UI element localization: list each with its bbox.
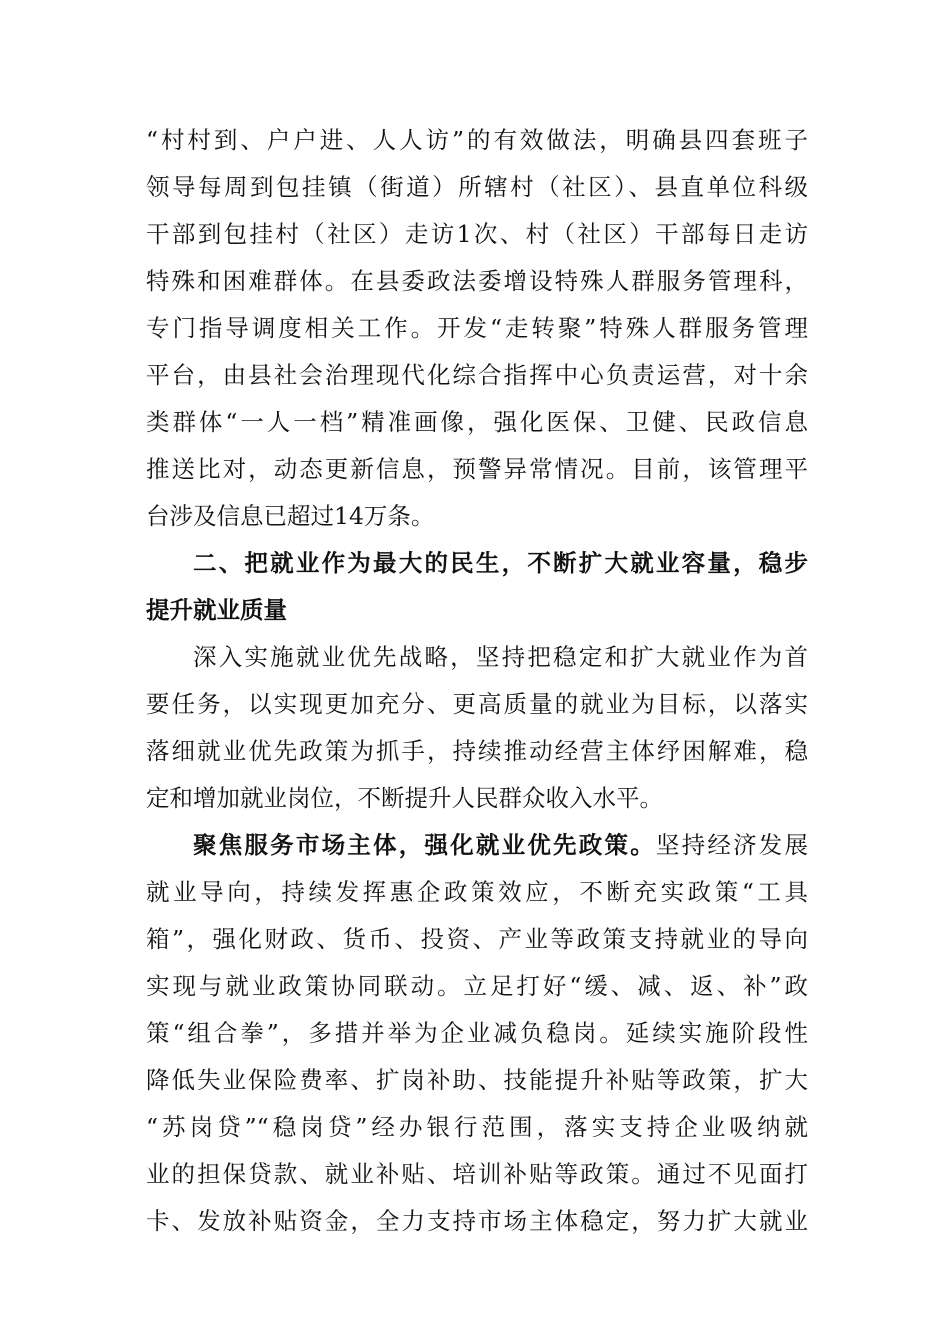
heading-line: 提升就业质量 — [146, 596, 287, 624]
text-line: “苏岗贷”“稳岗贷”经办银行范围，落实支持企业吸纳就 — [146, 1113, 808, 1141]
text-line: 特殊和困难群体。在县委政法委增设特殊人群服务管理科， — [146, 267, 808, 295]
lead-rest: 坚持经济发展 — [655, 831, 808, 859]
text-line: 定和增加就业岗位，不断提升人民群众收入水平。 — [146, 784, 663, 812]
text-line: 平台，由县社会治理现代化综合指挥中心负责运营，对十余 — [146, 361, 808, 389]
text-line: 卡、发放补贴资金，全力支持市场主体稳定，努力扩大就业 — [146, 1207, 808, 1235]
text-line: “村村到、户户进、人人访”的有效做法，明确县四套班子 — [146, 126, 808, 154]
text-line: 深入实施就业优先战略，坚持把稳定和扩大就业作为首 — [193, 643, 808, 671]
text-line: 降低失业保险费率、扩岗补助、技能提升补贴等政策，扩大 — [146, 1066, 808, 1094]
text-line: 箱”，强化财政、货币、投资、产业等政策支持就业的导向 — [146, 925, 808, 953]
document-page — [146, 117, 808, 1245]
text-line: 台涉及信息已超过14万条。 — [146, 502, 435, 530]
text-line: 落细就业优先政策为抓手，持续推动经营主体纾困解难，稳 — [146, 737, 808, 765]
bold-lead: 聚焦服务市场主体，强化就业优先政策。 — [193, 831, 656, 859]
text-line: 领导每周到包挂镇（街道）所辖村（社区）、县直单位科级 — [146, 173, 808, 201]
text-line: 推送比对，动态更新信息，预警异常情况。目前，该管理平 — [146, 455, 808, 483]
text-line: 干部到包挂村（社区）走访1次、村（社区）干部每日走访 — [146, 220, 808, 248]
text-line: 业的担保贷款、就业补贴、培训补贴等政策。通过不见面打 — [146, 1160, 808, 1188]
text-line: 就业导向，持续发挥惠企政策效应，不断充实政策“工具 — [146, 878, 808, 906]
paragraph-visits — [146, 117, 808, 540]
heading-line: 二、把就业作为最大的民生，不断扩大就业容量，稳步 — [193, 549, 808, 577]
text-line: 专门指导调度相关工作。开发“走转聚”特殊人群服务管理 — [146, 314, 808, 342]
paragraph-employment-strategy — [146, 634, 808, 822]
paragraph-market-entities — [146, 822, 808, 1245]
text-line: 要任务，以实现更加充分、更高质量的就业为目标，以落实 — [146, 690, 808, 718]
section-heading-employment — [146, 540, 808, 634]
text-line: 实现与就业政策协同联动。立足打好“缓、减、返、补”政 — [146, 972, 808, 1000]
text-line: 策“组合拳”，多措并举为企业减负稳岗。延续实施阶段性 — [146, 1019, 808, 1047]
text-line — [146, 822, 808, 869]
text-line: 类群体“一人一档”精准画像，强化医保、卫健、民政信息 — [146, 408, 808, 436]
